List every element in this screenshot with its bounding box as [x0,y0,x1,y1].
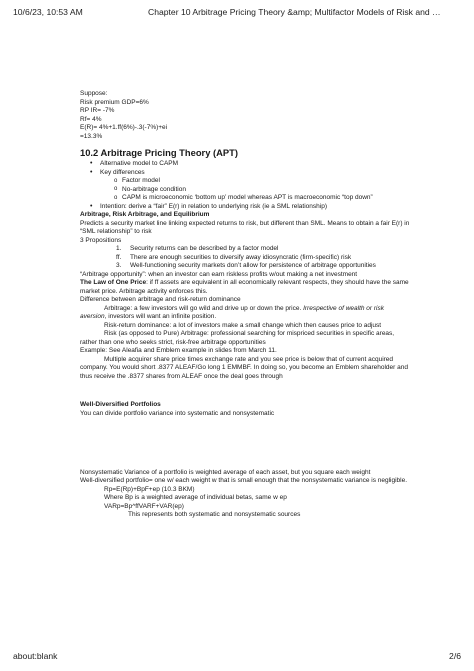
print-datetime: 10/6/23, 10:53 AM [13,7,83,17]
arbitrage-text-end: , investors will want an infinite position. [104,313,217,320]
propositions-list [80,245,410,271]
proposition-item [80,245,410,254]
spacer [80,418,410,460]
bullet-item: • Alternative model to CAPM [80,160,410,169]
proposition-marker: ff. [116,253,122,261]
acquirer-explanation: Multiple acquirer share price times exchange rate and you see price is below that of current acquired company. You would short .8377 ALEAF/Go long 1 EMMBF. In doing so, you become an Emblem shareholder and thus receive the .8377 shares from ALEAF once the deal goes through [80,355,408,380]
law-of-one-price [80,279,410,296]
law-of-one-price-text: : if ff assets are equivalent in all economically relevant respects, they should have the same market price. Arbitrage activity enforces this. [80,279,409,295]
document-body [80,90,410,520]
equation-1: Rp=E(Rp)+BpF+ep (10.3 BKM) [104,485,195,493]
proposition-item [80,262,410,271]
nonsystematic-variance: Nonsystematic Variance of a portfolio is weighted average of each asset, but you square each weight [80,468,371,476]
example-line: =13.3% [80,132,103,140]
proposition-text: Well-functioning security markets don’t allow for persistence of arbitrage opportunities [130,262,376,269]
print-footer [13,650,461,662]
bullet-item: • Key differences [80,169,410,178]
example-line: Rf= 4% [80,115,102,123]
arbitrage-italic: Irrespective of wealth or risk aversion [80,304,384,320]
propositions-label: 3 Propositions [80,236,122,244]
proposition-item [80,254,410,263]
proposition-text: There are enough securities to diversify away idiosyncratic (firm-specific) risk [130,253,352,261]
example-line: RP IR= -7% [80,107,115,114]
spacer [80,460,410,469]
proposition-marker: 1. [116,245,122,252]
arbitrage-definition [80,305,410,322]
sub-bullet-item: o No-arbitrage condition [80,186,410,195]
sub-bullet-item: o CAPM is microeconomic ‘bottom up’ model whereas APT is macroeconomic “top down” [80,194,410,203]
proposition-marker: 3. [116,262,122,269]
arbitrage-heading: Arbitrage, Risk Arbitrage, and Equilibrium [80,211,210,218]
well-diversified-definition: Well-diversified portfolio= one w/ each weight w that is small enough that the nonsystematic variance is negligible. [80,477,408,484]
equation-explanation: This represents both systematic and nonsystematic sources [128,511,301,518]
apt-bullet-list-2 [80,203,410,212]
arbitrage-intro: Predicts a security market line linking expected returns to risk, but different than SML. Means to obtain a fair E(r) in “SML relationship” to risk [80,219,410,235]
sub-bullet-item: o Factor model [80,177,410,186]
difference-line: Difference between arbitrage and risk-return dominance [80,296,241,303]
print-title: Chapter 10 Arbitrage Pricing Theory &amp; Multifactor Models of Risk and … [148,7,441,17]
apt-bullet-list [80,160,410,177]
example-line: Suppose: [80,90,108,97]
section-heading: 10.2 Arbitrage Pricing Theory (APT) [80,147,239,158]
key-differences-list [80,177,410,203]
example-reference: Example: See Aleafia and Emblem example in slides from March 11. [80,347,277,354]
example-line: E(R)= 4%+1.ff(6%)-.3(-7%)+ei [80,124,168,131]
risk-return-dominance: Risk-return dominance: a lot of investors make a small change which then causes price to adjust [104,321,382,329]
example-line: Risk premium GDP=6% [80,98,149,106]
law-of-one-price-label: The Law of One Price [80,279,147,286]
spacer [80,381,410,401]
variance-split-line: You can divide portfolio variance into systematic and nonsystematic [80,409,275,417]
page-number: 2/6 [449,651,461,661]
bullet-item: • Intention: derive a “fair” E(r) in relation to underlying risk (ie a SML relationship) [80,203,410,212]
equation-note: Where Bp is a weighted average of individual betas, same w ep [104,494,287,501]
print-url: about:blank [13,651,58,661]
arbitrage-text: Arbitrage: a few investors will go wild and drive up or down the price. [104,304,302,312]
risk-arbitrage: Risk (as opposed to Pure) Arbitrage: professional searching for mispriced securities in specific areas, rather than one who seeks strict, risk-free arbitrage opportunities [80,330,395,346]
arbitrage-opportunity: “Arbitrage opportunity”: when an investor can earn riskless profits w/out making a net investment [80,270,358,278]
equation-2: VARp=Bp^ffVARF+VAR(ep) [104,502,184,510]
example-block [80,90,410,141]
print-header [13,6,461,18]
well-diversified-heading: Well-Diversified Portfolios [80,401,161,408]
proposition-text: Security returns can be described by a factor model [130,245,279,252]
